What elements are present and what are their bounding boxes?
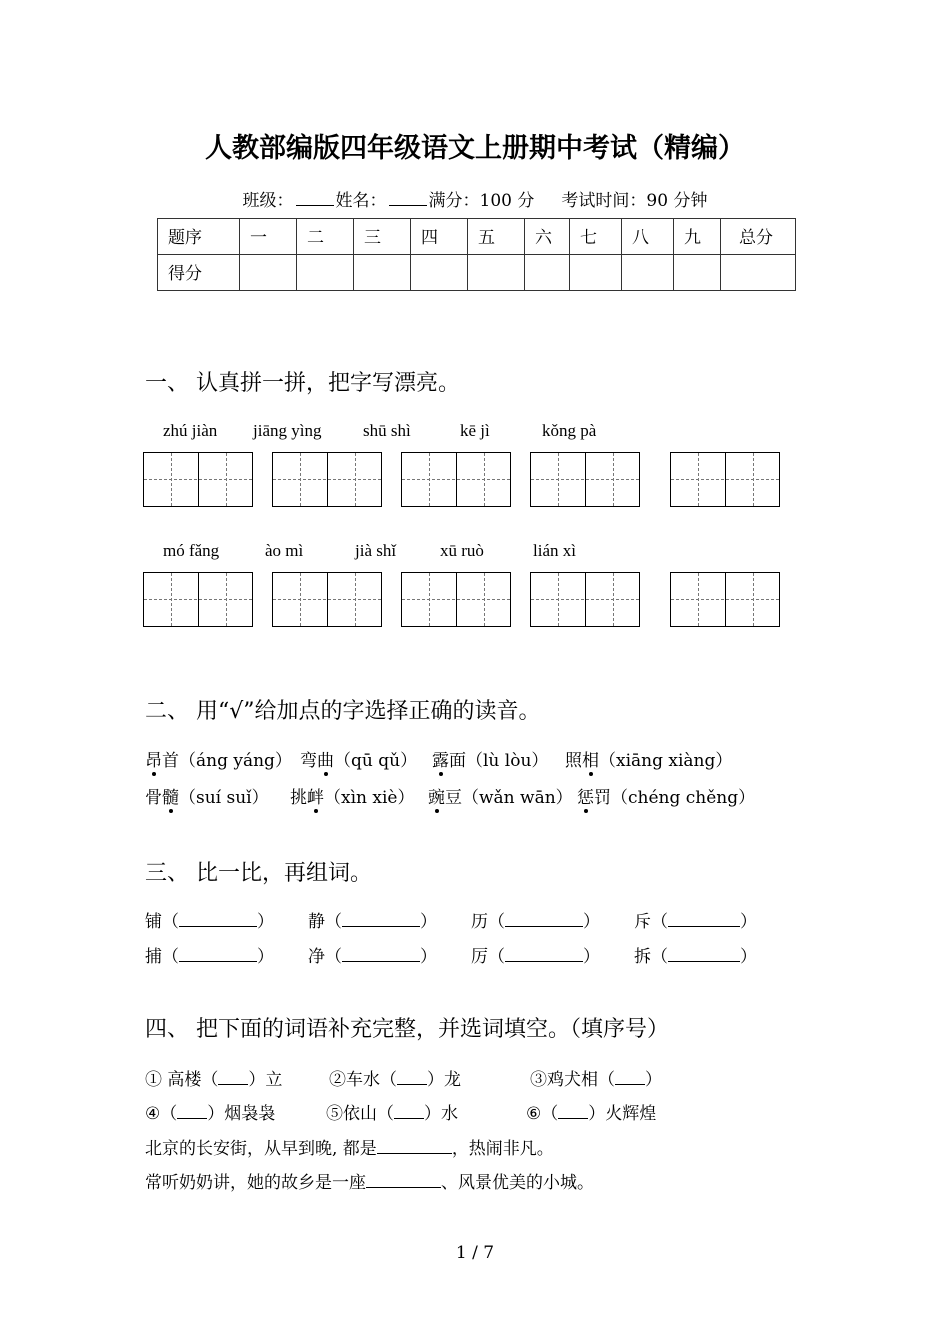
grid-guide-line bbox=[273, 479, 381, 480]
exam-info bbox=[0, 186, 950, 211]
pinyin-label: jià shǐ bbox=[355, 541, 397, 560]
score-header-cell: 五 bbox=[468, 219, 525, 255]
score-table-row bbox=[158, 255, 796, 291]
writing-grid[interactable] bbox=[143, 452, 253, 507]
sentence-part: 北京的长安街，从早到晚, 都是 bbox=[145, 1139, 377, 1159]
item-pre: 弯 bbox=[300, 751, 317, 771]
class-blank[interactable] bbox=[296, 191, 334, 206]
score-header-cell: 题序 bbox=[158, 219, 240, 255]
class-label: 班级： bbox=[242, 191, 294, 211]
writing-grid[interactable] bbox=[272, 572, 382, 627]
grid-guide-line bbox=[671, 479, 779, 480]
score-header-cell: 二 bbox=[297, 219, 354, 255]
grid-guide-line bbox=[144, 599, 252, 600]
section-1-heading: 一、 认真拼一拼，把字写漂亮。 bbox=[145, 371, 460, 396]
grid-guide-line bbox=[273, 599, 381, 600]
score-cell[interactable] bbox=[297, 255, 354, 291]
grid-guide-line bbox=[531, 479, 639, 480]
answer-blank[interactable] bbox=[394, 1102, 424, 1119]
writing-grid[interactable] bbox=[401, 572, 511, 627]
char: 拆 bbox=[634, 947, 651, 967]
item-options: （xiāng xiàng） bbox=[599, 751, 733, 771]
score-header-cell: 总分 bbox=[721, 219, 796, 255]
pinyin-label: kē jì bbox=[460, 421, 490, 440]
score-cell[interactable] bbox=[525, 255, 570, 291]
score-header-cell: 九 bbox=[674, 219, 721, 255]
score-cell[interactable] bbox=[468, 255, 525, 291]
paren: （ bbox=[651, 912, 668, 932]
paren: ） bbox=[583, 912, 600, 932]
dotted-char: 露 bbox=[432, 746, 449, 771]
char: 厉 bbox=[471, 947, 488, 967]
char: 净 bbox=[308, 947, 325, 967]
answer-blank[interactable] bbox=[505, 910, 583, 927]
idiom-part: ）火辉煌 bbox=[588, 1104, 657, 1124]
reading-item[interactable] bbox=[577, 783, 755, 808]
idiom-item[interactable] bbox=[145, 1099, 275, 1124]
answer-blank[interactable] bbox=[397, 1068, 427, 1085]
paren: ） bbox=[257, 947, 274, 967]
idiom-part: ① 高楼（ bbox=[145, 1070, 219, 1090]
idiom-part: ⑥（ bbox=[526, 1104, 559, 1124]
answer-blank[interactable] bbox=[179, 945, 257, 962]
answer-blank[interactable] bbox=[615, 1068, 645, 1085]
paren: （ bbox=[325, 947, 342, 967]
paren: （ bbox=[162, 947, 179, 967]
page-number: 1 / 7 bbox=[455, 1243, 495, 1263]
idiom-part: ）烟袅袅 bbox=[207, 1104, 276, 1124]
paren: ） bbox=[420, 947, 437, 967]
idiom-item[interactable] bbox=[526, 1099, 656, 1124]
paren: ） bbox=[257, 912, 274, 932]
score-header-cell: 四 bbox=[411, 219, 468, 255]
paren: （ bbox=[162, 912, 179, 932]
pinyin-label: kǒng pà bbox=[542, 421, 597, 440]
answer-blank[interactable] bbox=[668, 910, 740, 927]
idiom-part: ）水 bbox=[424, 1104, 458, 1124]
name-blank[interactable] bbox=[389, 191, 427, 206]
pinyin-label: ào mì bbox=[265, 541, 304, 560]
sentence-part: 常听奶奶讲，她的故乡是一座 bbox=[145, 1173, 366, 1193]
reading-item[interactable] bbox=[428, 783, 573, 808]
answer-blank[interactable] bbox=[505, 945, 583, 962]
idiom-item[interactable] bbox=[530, 1065, 662, 1090]
reading-item[interactable] bbox=[565, 746, 732, 771]
grid-guide-line bbox=[144, 479, 252, 480]
sentence-part: ，热闹非凡。 bbox=[451, 1139, 554, 1159]
char: 历 bbox=[471, 912, 488, 932]
idiom-part: ②车水（ bbox=[329, 1070, 397, 1090]
page-title: 人教部编版四年级语文上册期中考试（精编） bbox=[205, 133, 745, 164]
paren: ） bbox=[740, 947, 757, 967]
reading-item[interactable] bbox=[432, 746, 548, 771]
pinyin-label: shū shì bbox=[363, 421, 411, 440]
word-item[interactable] bbox=[471, 942, 600, 967]
sentence-part: 、风景优美的小城。 bbox=[441, 1173, 594, 1193]
char: 斥 bbox=[634, 912, 651, 932]
pinyin-label: zhú jiàn bbox=[163, 421, 218, 440]
fill-sentence[interactable] bbox=[145, 1168, 594, 1193]
score-cell[interactable] bbox=[354, 255, 411, 291]
idiom-item[interactable] bbox=[329, 1065, 461, 1090]
item-options: 豆（wǎn wān） bbox=[445, 788, 573, 808]
score-cell[interactable] bbox=[721, 255, 796, 291]
reading-item[interactable] bbox=[290, 783, 414, 808]
paren: （ bbox=[488, 947, 505, 967]
item-options: 首（áng yáng） bbox=[162, 751, 292, 771]
dotted-char: 惩 bbox=[577, 783, 594, 808]
paren: （ bbox=[651, 947, 668, 967]
pinyin-label: lián xì bbox=[533, 541, 576, 560]
dotted-char: 豌 bbox=[428, 783, 445, 808]
score-header-cell: 一 bbox=[240, 219, 297, 255]
score-header-cell: 七 bbox=[570, 219, 622, 255]
item-options: （suí suǐ） bbox=[179, 788, 269, 808]
grid-guide-line bbox=[531, 599, 639, 600]
writing-grid[interactable] bbox=[670, 452, 780, 507]
item-options: （xìn xiè） bbox=[324, 788, 415, 808]
word-item[interactable] bbox=[471, 907, 600, 932]
word-item[interactable] bbox=[308, 907, 437, 932]
score-header-cell: 八 bbox=[622, 219, 674, 255]
idiom-part: ⑤依山（ bbox=[326, 1104, 394, 1124]
writing-grid[interactable] bbox=[401, 452, 511, 507]
score-header-cell: 六 bbox=[525, 219, 570, 255]
score-cell[interactable] bbox=[411, 255, 468, 291]
reading-item[interactable] bbox=[145, 746, 292, 771]
answer-blank[interactable] bbox=[342, 945, 420, 962]
dotted-char: 衅 bbox=[307, 783, 324, 808]
idiom-item[interactable] bbox=[326, 1099, 458, 1124]
score-cell[interactable] bbox=[570, 255, 622, 291]
item-options: 面（lù lòu） bbox=[449, 751, 549, 771]
pinyin-label: jiāng yìng bbox=[253, 421, 322, 440]
word-item[interactable] bbox=[145, 907, 274, 932]
paren: ） bbox=[420, 912, 437, 932]
char: 静 bbox=[308, 912, 325, 932]
writing-grid[interactable] bbox=[272, 452, 382, 507]
answer-blank[interactable] bbox=[179, 910, 257, 927]
section-4-heading: 四、 把下面的词语补充完整，并选词填空。（填序号） bbox=[145, 1017, 669, 1042]
writing-grid[interactable] bbox=[143, 572, 253, 627]
writing-grid[interactable] bbox=[530, 452, 640, 507]
score-cell[interactable] bbox=[240, 255, 297, 291]
name-label: 姓名： bbox=[335, 191, 387, 211]
score-cell[interactable] bbox=[622, 255, 674, 291]
reading-item[interactable] bbox=[300, 746, 417, 771]
idiom-part: ④（ bbox=[145, 1104, 178, 1124]
word-item[interactable] bbox=[145, 942, 274, 967]
paren: （ bbox=[325, 912, 342, 932]
pinyin-label: mó fǎng bbox=[163, 541, 220, 560]
paren: （ bbox=[488, 912, 505, 932]
item-pre: 挑 bbox=[290, 788, 307, 808]
answer-blank[interactable] bbox=[218, 1068, 248, 1085]
word-item[interactable] bbox=[634, 907, 757, 932]
answer-blank[interactable] bbox=[668, 945, 740, 962]
dotted-char: 相 bbox=[582, 746, 599, 771]
item-pre: 照 bbox=[565, 751, 582, 771]
grid-guide-line bbox=[671, 599, 779, 600]
reading-item[interactable] bbox=[145, 783, 269, 808]
word-item[interactable] bbox=[308, 942, 437, 967]
grid-guide-line bbox=[402, 479, 510, 480]
score-row-label: 得分 bbox=[158, 255, 240, 291]
paren: ） bbox=[740, 912, 757, 932]
answer-blank[interactable] bbox=[342, 910, 420, 927]
char: 铺 bbox=[145, 912, 162, 932]
fill-sentence[interactable] bbox=[145, 1134, 554, 1159]
pinyin-label: xū ruò bbox=[440, 541, 484, 560]
score-header-cell: 三 bbox=[354, 219, 411, 255]
dotted-char: 昂 bbox=[145, 746, 162, 771]
writing-grid[interactable] bbox=[670, 572, 780, 627]
writing-grid[interactable] bbox=[530, 572, 640, 627]
item-options: 罚（chéng chěng） bbox=[594, 788, 756, 808]
word-item[interactable] bbox=[634, 942, 757, 967]
paren: ） bbox=[583, 947, 600, 967]
score-table bbox=[157, 218, 796, 291]
idiom-part: ）立 bbox=[248, 1070, 283, 1090]
section-3-heading: 三、 比一比，再组词。 bbox=[145, 861, 372, 886]
grid-guide-line bbox=[402, 599, 510, 600]
exam-time: 考试时间：90 分钟 bbox=[561, 191, 708, 211]
idiom-item[interactable] bbox=[145, 1065, 282, 1090]
answer-blank[interactable] bbox=[558, 1102, 588, 1119]
dotted-char: 髓 bbox=[162, 783, 179, 808]
idiom-part: ）龙 bbox=[427, 1070, 461, 1090]
answer-blank[interactable] bbox=[377, 1137, 452, 1154]
full-score: 满分：100 分 bbox=[428, 191, 535, 211]
answer-blank[interactable] bbox=[177, 1102, 207, 1119]
section-2-heading: 二、 用“√”给加点的字选择正确的读音。 bbox=[145, 699, 541, 724]
dotted-char: 曲 bbox=[317, 746, 334, 771]
idiom-part: ） bbox=[645, 1070, 662, 1090]
score-cell[interactable] bbox=[674, 255, 721, 291]
item-options: （qū qǔ） bbox=[334, 751, 418, 771]
item-pre: 骨 bbox=[145, 788, 162, 808]
idiom-part: ③鸡犬相（ bbox=[530, 1070, 615, 1090]
answer-blank[interactable] bbox=[366, 1171, 441, 1188]
score-table-header-row bbox=[158, 219, 796, 255]
char: 捕 bbox=[145, 947, 162, 967]
